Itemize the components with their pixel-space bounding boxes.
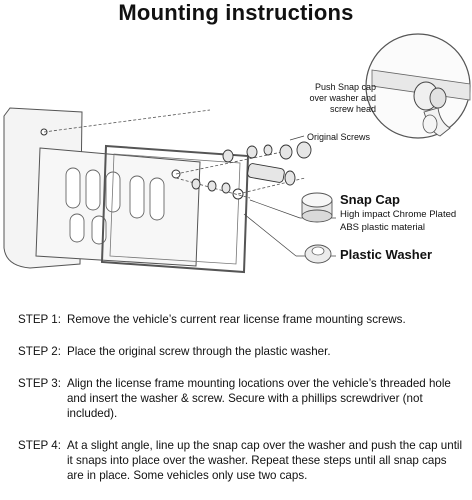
step-number: STEP 4: [18,439,61,452]
step-text: Remove the vehicle’s current rear license frame mounting screws. [66,313,406,326]
original-screws-label: Original Screws [307,132,371,142]
page-title: Mounting instructions [118,0,354,25]
step-2 [18,344,464,359]
steps-list [18,312,464,500]
step-1 [18,312,464,327]
screw-parts [192,142,311,193]
step-text: Place the original screw through the plastic washer. [66,345,331,358]
plastic-washer-label: Plastic Washer [340,247,433,262]
plastic-washer-image [305,245,331,263]
step-text: At a slight angle, line up the snap cap over the washer and push the cap until it snaps into place over the washer. Repeat these steps until all snap caps are in place. Some vehicles only use two caps. [66,439,463,482]
snap-cap-label: Snap Cap [340,192,400,207]
step-text: Align the license frame mounting locations over the vehicle’s threaded hole and insert the washer & screw. Secure with a phillips screwdriver (not included). [66,377,451,420]
step-3 [18,376,464,421]
snap-cap-description: High impact Chrome Plated ABS plastic material [340,209,457,233]
push-snap-cap-callout: Push Snap cap over washer and screw head [309,82,376,114]
step-number: STEP 3: [18,377,61,390]
zoom-detail-circle [366,34,470,138]
snap-cap-image [302,193,332,222]
step-4 [18,438,464,483]
step-number: STEP 2: [18,345,61,358]
step-number: STEP 1: [18,313,61,326]
